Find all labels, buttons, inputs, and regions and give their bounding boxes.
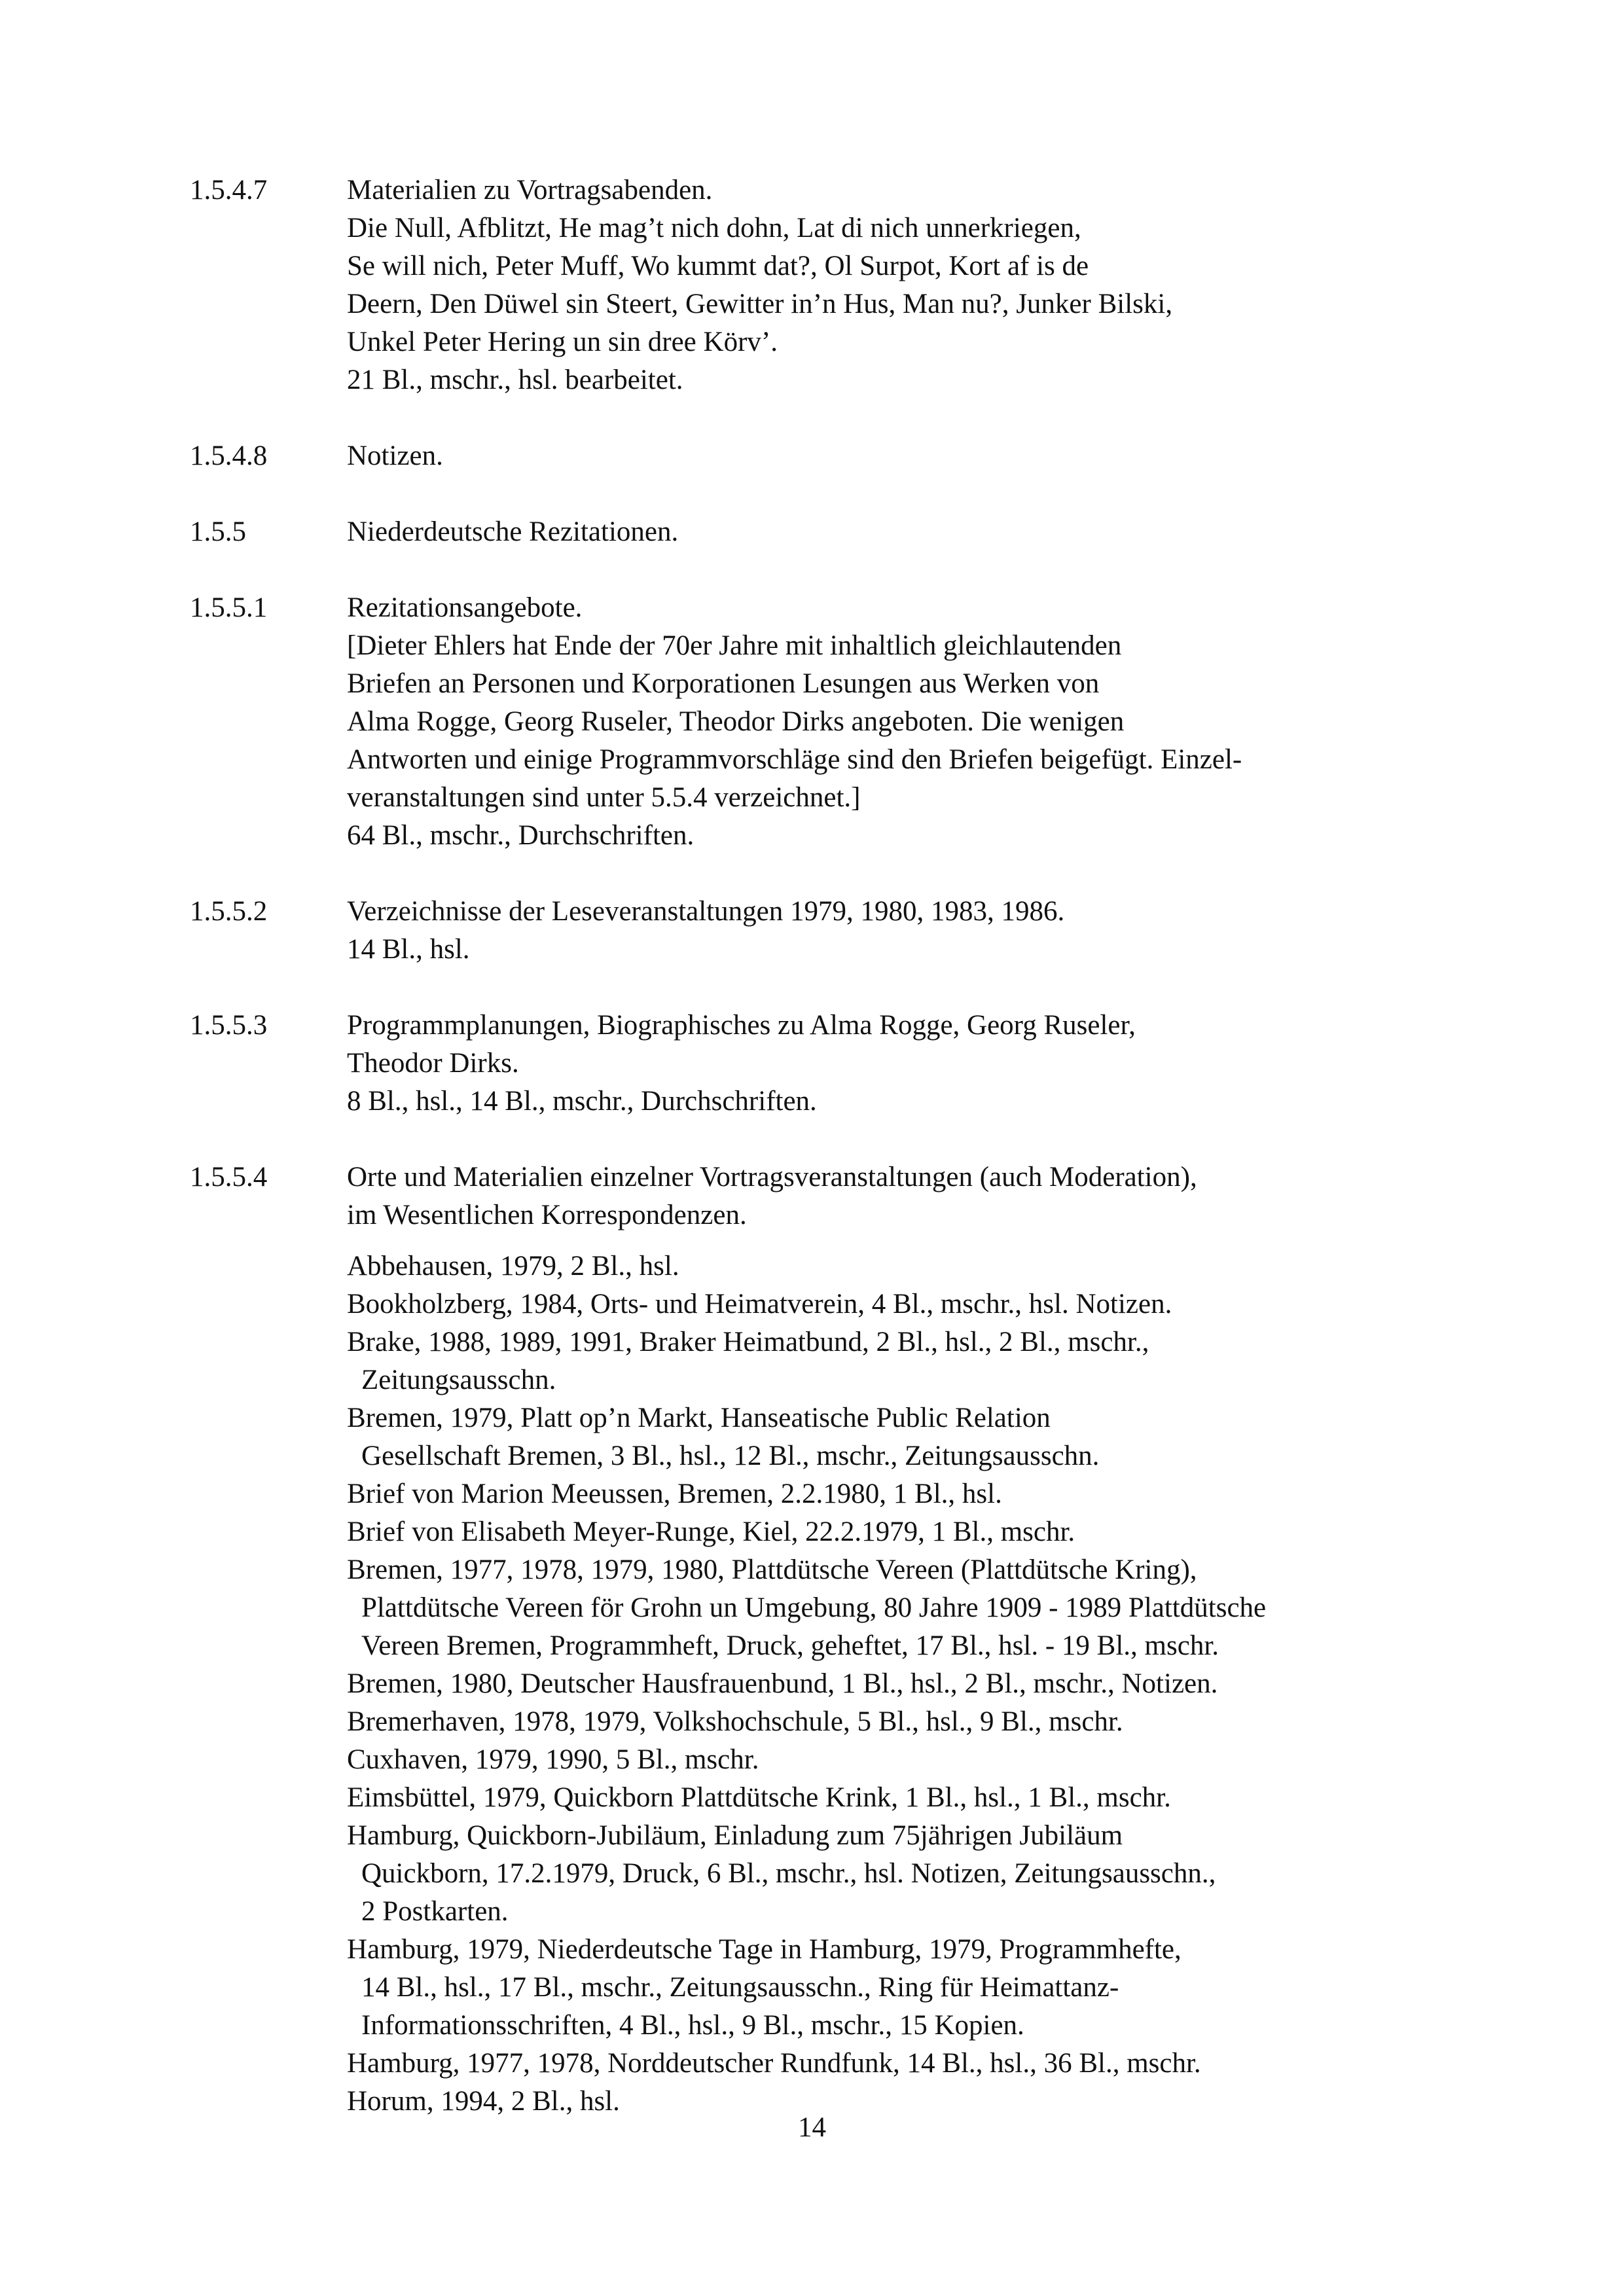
list-item xyxy=(347,1779,1460,1817)
list-item xyxy=(347,2045,1460,2083)
list-item xyxy=(347,1703,1460,1741)
list-item-line: Hamburg, Quickborn-Jubiläum, Einladung zum 75jährigen Jubiläum xyxy=(347,1820,1123,1851)
entry-text xyxy=(347,513,1460,551)
list-item-line: Bremen, 1980, Deutscher Hausfrauenbund, 1 Bl., hsl., 2 Bl., mschr., Notizen. xyxy=(347,1668,1218,1699)
entry-text xyxy=(347,437,1460,475)
spacer xyxy=(190,551,1460,589)
spacer xyxy=(190,475,1460,513)
spacer xyxy=(190,399,1460,437)
entry-number: 1.5.4.7 xyxy=(190,175,268,206)
list-item xyxy=(347,1741,1460,1779)
list-item-line: Horum, 1994, 2 Bl., hsl. xyxy=(347,2086,620,2117)
list-item-line: Brief von Elisabeth Meyer-Runge, Kiel, 22.2.1979, 1 Bl., mschr. xyxy=(347,1516,1075,1547)
entry-extent: 14 Bl., hsl. xyxy=(347,934,470,965)
list-item-line: Brief von Marion Meeussen, Bremen, 2.2.1980, 1 Bl., hsl. xyxy=(347,1479,1002,1509)
entry-title: Notizen. xyxy=(347,440,443,471)
entry-line: Unkel Peter Hering un sin dree Körv’. xyxy=(347,327,778,357)
entry-line: Deern, Den Düwel sin Steert, Gewitter in’n Hus, Man nu?, Junker Bilski, xyxy=(347,289,1173,319)
list-item-line: Bookholzberg, 1984, Orts- und Heimatverein, 4 Bl., mschr., hsl. Notizen. xyxy=(347,1289,1172,1319)
list-item xyxy=(347,1475,1460,1513)
list-item-line: Bremerhaven, 1978, 1979, Volkshochschule, 5 Bl., hsl., 9 Bl., mschr. xyxy=(347,1706,1123,1737)
list-item-continuation: Vereen Bremen, Programmheft, Druck, geheftet, 17 Bl., hsl. - 19 Bl., mschr. xyxy=(361,1630,1219,1661)
entry-line: Briefen an Personen und Korporationen Lesungen aus Werken von xyxy=(347,668,1100,699)
list-item-continuation: Informationsschriften, 4 Bl., hsl., 9 Bl., mschr., 15 Kopien. xyxy=(361,2010,1024,2041)
entry-title: Niederdeutsche Rezitationen. xyxy=(347,516,679,547)
spacer xyxy=(190,1121,1460,1158)
list-item xyxy=(347,1665,1460,1703)
list-item-line: Brake, 1988, 1989, 1991, Braker Heimatbund, 2 Bl., hsl., 2 Bl., mschr., xyxy=(347,1327,1149,1357)
entry-1-5-5-1 xyxy=(190,589,1460,855)
entry-title: Materialien zu Vortragsabenden. xyxy=(347,175,713,206)
spacer xyxy=(190,855,1460,893)
list-item xyxy=(347,1247,1460,1285)
list-item-continuation: Quickborn, 17.2.1979, Druck, 6 Bl., mschr., hsl. Notizen, Zeitungsausschn., xyxy=(361,1858,1216,1889)
entry-extent: 64 Bl., mschr., Durchschriften. xyxy=(347,820,695,851)
list-item-line: Bremen, 1977, 1978, 1979, 1980, Plattdütsche Vereen (Plattdütsche Kring), xyxy=(347,1554,1197,1585)
page-number: 14 xyxy=(798,2112,826,2143)
list-item-line: Bremen, 1979, Platt op’n Markt, Hanseatische Public Relation xyxy=(347,1403,1051,1433)
entry-1-5-4-8 xyxy=(190,437,1460,475)
entry-1-5-5 xyxy=(190,513,1460,551)
list-item-continuation: Gesellschaft Bremen, 3 Bl., hsl., 12 Bl., mschr., Zeitungsausschn. xyxy=(361,1441,1100,1471)
entry-title: Programmplanungen, Biographisches zu Alma Rogge, Georg Ruseler, xyxy=(347,1010,1136,1041)
entry-extent: 21 Bl., mschr., hsl. bearbeitet. xyxy=(347,365,683,395)
document-body xyxy=(190,171,1460,2121)
entry-line: Alma Rogge, Georg Ruseler, Theodor Dirks angeboten. Die wenigen xyxy=(347,706,1125,737)
list-item xyxy=(347,1513,1460,1551)
entry-line: Antworten und einige Programmvorschläge sind den Briefen beigefügt. Einzel- xyxy=(347,744,1242,775)
entry-line: veranstaltungen sind unter 5.5.4 verzeichnet.] xyxy=(347,782,861,813)
list-item-continuation: Plattdütsche Vereen för Grohn un Umgebung, 80 Jahre 1909 - 1989 Plattdütsche xyxy=(361,1592,1267,1623)
places-list xyxy=(347,1247,1460,2121)
entry-line: Se will nich, Peter Muff, Wo kummt dat?, Ol Surpot, Kort af is de xyxy=(347,251,1089,281)
entry-text xyxy=(347,1158,1460,1234)
entry-title: Verzeichnisse der Leseveranstaltungen 1979, 1980, 1983, 1986. xyxy=(347,896,1065,927)
list-item-line: Hamburg, 1979, Niederdeutsche Tage in Hamburg, 1979, Programmhefte, xyxy=(347,1934,1182,1965)
entry-1-5-5-4 xyxy=(190,1158,1460,1234)
entry-text xyxy=(347,893,1460,969)
list-item-continuation: 14 Bl., hsl., 17 Bl., mschr., Zeitungsausschn., Ring für Heimattanz- xyxy=(361,1972,1119,2003)
list-item-line: Abbehausen, 1979, 2 Bl., hsl. xyxy=(347,1251,679,1282)
spacer xyxy=(190,969,1460,1007)
entry-line: Theodor Dirks. xyxy=(347,1048,519,1079)
entry-line: im Wesentlichen Korrespondenzen. xyxy=(347,1200,747,1230)
entry-number: 1.5.5.4 xyxy=(190,1162,268,1193)
entry-number: 1.5.4.8 xyxy=(190,440,268,471)
entry-number: 1.5.5 xyxy=(190,516,246,547)
entry-line: [Dieter Ehlers hat Ende der 70er Jahre mit inhaltlich gleichlautenden xyxy=(347,630,1122,661)
entry-text xyxy=(347,171,1460,399)
list-item xyxy=(347,1817,1460,1931)
list-item xyxy=(347,1285,1460,1323)
entry-text xyxy=(347,1007,1460,1121)
entry-1-5-5-3 xyxy=(190,1007,1460,1121)
entry-title: Orte und Materialien einzelner Vortragsveranstaltungen (auch Moderation), xyxy=(347,1162,1197,1193)
list-item xyxy=(347,1399,1460,1475)
list-item-line: Eimsbüttel, 1979, Quickborn Plattdütsche Krink, 1 Bl., hsl., 1 Bl., mschr. xyxy=(347,1782,1171,1813)
entry-number: 1.5.5.3 xyxy=(190,1010,268,1041)
spacer xyxy=(190,1234,1460,1247)
list-item-line: Cuxhaven, 1979, 1990, 5 Bl., mschr. xyxy=(347,1744,759,1775)
entry-number: 1.5.5.2 xyxy=(190,896,268,927)
list-item-continuation: Zeitungsausschn. xyxy=(361,1365,556,1395)
entry-number: 1.5.5.1 xyxy=(190,592,268,623)
entry-extent: 8 Bl., hsl., 14 Bl., mschr., Durchschriften. xyxy=(347,1086,817,1117)
list-item xyxy=(347,1323,1460,1399)
entry-line: Die Null, Afblitzt, He mag’t nich dohn, Lat di nich unnerkriegen, xyxy=(347,213,1081,243)
list-item xyxy=(347,1551,1460,1665)
list-item xyxy=(347,1931,1460,2045)
list-item-continuation: 2 Postkarten. xyxy=(361,1896,509,1927)
list-item-line: Hamburg, 1977, 1978, Norddeutscher Rundfunk, 14 Bl., hsl., 36 Bl., mschr. xyxy=(347,2048,1201,2079)
entry-title: Rezitationsangebote. xyxy=(347,592,583,623)
entry-1-5-5-2 xyxy=(190,893,1460,969)
entry-text xyxy=(347,589,1460,855)
entry-1-5-4-7 xyxy=(190,171,1460,399)
